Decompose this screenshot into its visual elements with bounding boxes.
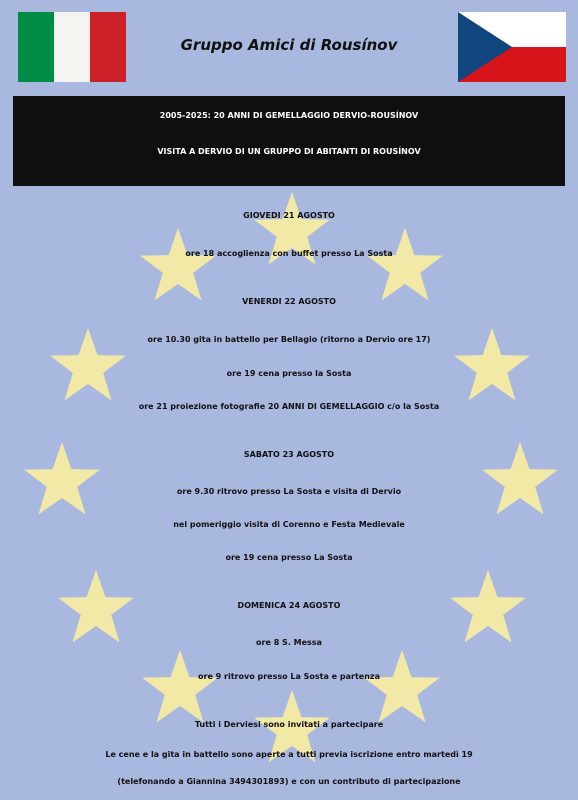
- note-line-2: (telefonando a Giannina 3494301893) e con un contributo di partecipazione: [117, 777, 461, 786]
- day-title: DOMENICA 24 AGOSTO: [237, 601, 341, 610]
- program-item: ore 8 S. Messa: [256, 638, 322, 647]
- day-title: SABATO 23 AGOSTO: [243, 450, 335, 459]
- day-title: GIOVEDI 21 AGOSTO: [243, 211, 335, 220]
- invite-text: Tutti i Derviesi sono invitati a partecipare: [194, 720, 384, 729]
- note-line-1: Le cene e la gita in battello sono aperte a tutti previa iscrizione entro martedì 19: [105, 750, 473, 759]
- program-item: ore 9 ritrovo presso La Sosta e partenza: [198, 672, 380, 681]
- star-icon: [142, 650, 218, 722]
- banner-line-1: 2005-2025: 20 ANNI DI GEMELLAGGIO DERVIO-ROUSÍNOV: [159, 111, 419, 120]
- day-title: VENERDI 22 AGOSTO: [242, 297, 336, 306]
- program-item: ore 10.30 gita in battello per Bellagio (ritorno a Dervio ore 17): [147, 335, 431, 344]
- program-item: ore 19 cena presso La Sosta: [225, 553, 353, 562]
- star-icon: [140, 228, 216, 300]
- title-banner: [13, 96, 565, 186]
- program-item: ore 18 accoglienza con buffet presso La Sosta: [185, 249, 393, 258]
- group-name: Gruppo Amici di Rousínov: [180, 36, 398, 54]
- star-icon: [364, 650, 440, 722]
- program-item: nel pomeriggio visita di Corenno e Festa Medievale: [173, 520, 405, 529]
- star-icon: [367, 228, 443, 300]
- program-item: ore 21 proiezione fotografie 20 ANNI DI GEMELLAGGIO c/o la Sosta: [138, 402, 440, 411]
- banner-line-2: VISITA A DERVIO DI UN GRUPPO DI ABITANTI DI ROUSÍNOV: [157, 147, 421, 156]
- program-item: ore 9.30 ritrovo presso La Sosta e visita di Dervio: [176, 487, 402, 496]
- program-item: ore 19 cena presso la Sosta: [226, 369, 352, 378]
